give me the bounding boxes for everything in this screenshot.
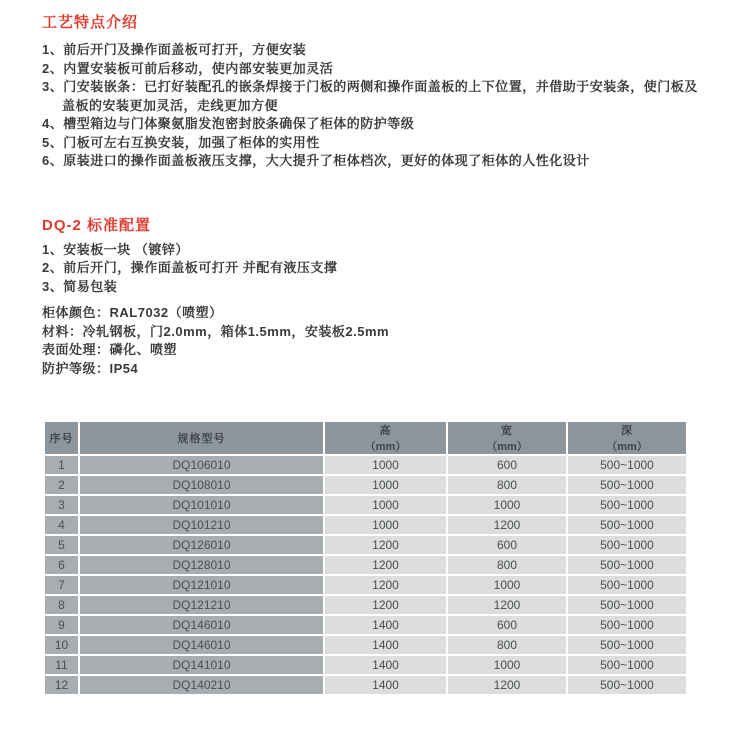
cell-height: 1200 [325,556,446,574]
table-row [45,496,686,514]
cell-no: 8 [45,596,78,614]
cell-height: 1000 [325,456,446,474]
cell-model: DQ146010 [80,636,323,654]
cell-depth: 500~1000 [568,556,686,574]
cell-depth: 500~1000 [568,456,686,474]
spec-material: 材料：冷轧钢板，门2.0mm，箱体1.5mm，安装板2.5mm [42,323,390,339]
spec-surface: 表面处理：磷化、喷塑 [42,342,178,357]
table-row [45,516,686,534]
table-row [45,636,686,654]
col-header-depth-unit: （mm） [606,441,648,453]
cell-model: DQ121210 [80,596,323,614]
cell-width: 800 [448,476,566,494]
cell-no: 2 [45,476,78,494]
table-row [45,556,686,574]
cell-height: 1400 [325,656,446,674]
col-header-height-unit: （mm） [364,441,407,453]
table-row [45,576,686,594]
cell-no: 5 [45,536,78,554]
cell-width: 800 [448,636,566,654]
cell-model: DQ108010 [80,476,323,494]
cell-no: 1 [45,456,78,474]
col-header-width [448,422,566,454]
cell-model: DQ101210 [80,516,323,534]
section-title-standard-config: DQ-2 标准配置 [42,216,152,234]
cell-model: DQ128010 [80,556,323,574]
cell-width: 1200 [448,516,566,534]
cell-width: 600 [448,456,566,474]
cell-height: 1400 [325,636,446,654]
cell-depth: 500~1000 [568,496,686,514]
cell-depth: 500~1000 [568,596,686,614]
cell-depth: 500~1000 [568,536,686,554]
cell-no: 4 [45,516,78,534]
spec-color: 柜体颜色：RAL7032（喷塑） [42,305,223,320]
feature-item: 6、原装进口的操作面盖板液压支撑，大大提升了柜体档次，更好的体现了柜体的人性化设计 [42,153,590,168]
cell-model: DQ141010 [80,656,323,674]
header-row [45,422,686,454]
col-header-no: 序号 [45,422,78,454]
cell-height: 1400 [325,676,446,694]
section-title-process-features: 工艺特点介绍 [42,14,139,31]
cell-height: 1000 [325,496,446,514]
cell-width: 1000 [448,576,566,594]
col-header-depth-label: 深 [621,425,633,437]
table-row [45,536,686,554]
cell-depth: 500~1000 [568,576,686,594]
table-row [45,656,686,674]
table-row [45,676,686,694]
cell-model: DQ140210 [80,676,323,694]
cell-width: 600 [448,536,566,554]
table-header [45,422,686,454]
standard-config-list [42,241,702,297]
cell-height: 1200 [325,536,446,554]
model-spec-table [43,420,688,696]
cell-no: 9 [45,616,78,634]
cell-no: 12 [45,676,78,694]
table-row [45,616,686,634]
feature-item: 2、内置安装板可前后移动，使内部安装更加灵活 [42,60,334,76]
cell-no: 3 [45,496,78,514]
cell-model: DQ126010 [80,536,323,554]
cell-no: 10 [45,636,78,654]
cell-width: 1200 [448,676,566,694]
process-feature-list [42,41,702,171]
cell-depth: 500~1000 [568,476,686,494]
cell-no: 11 [45,656,78,674]
col-header-width-unit: （mm） [486,441,528,453]
feature-item: 1、前后开门及操作面盖板可打开，方便安装 [42,42,307,57]
cell-height: 1400 [325,616,446,634]
feature-item: 5、门板可左右互换安装，加强了柜体的实用性 [42,134,320,150]
cell-width: 1000 [448,656,566,674]
col-header-width-label: 宽 [501,425,513,437]
table-body [45,456,686,694]
cell-height: 1200 [325,576,446,594]
col-header-height [325,422,446,454]
cell-width: 1200 [448,596,566,614]
cell-height: 1200 [325,596,446,614]
cell-width: 800 [448,556,566,574]
cell-model: DQ106010 [80,456,323,474]
cell-model: DQ146010 [80,616,323,634]
feature-item: 3、门安装嵌条：已打好装配孔的嵌条焊接于门板的两侧和操作面盖板的上下位置，并借助于安装条，使门板及盖板的安装更加灵活，走线更加方便 [42,79,698,113]
cell-depth: 500~1000 [568,636,686,654]
config-item: 3、简易包装 [42,278,118,294]
cell-model: DQ121010 [80,576,323,594]
cell-height: 1000 [325,516,446,534]
col-header-depth [568,422,686,454]
cell-model: DQ101010 [80,496,323,514]
cell-no: 7 [45,576,78,594]
cell-depth: 500~1000 [568,676,686,694]
cell-depth: 500~1000 [568,656,686,674]
cell-width: 1000 [448,496,566,514]
table-row [45,476,686,494]
spec-protection: 防护等级：IP54 [42,360,139,376]
table-row [45,456,686,474]
config-item: 2、前后开门，操作面盖板可打开 并配有液压支撑 [42,260,338,275]
table-row [45,596,686,614]
col-header-model: 规格型号 [80,422,323,454]
feature-item: 4、槽型箱边与门体聚氨脂发泡密封胶条确保了柜体的防护等级 [42,116,415,131]
cell-height: 1000 [325,476,446,494]
cell-width: 600 [448,616,566,634]
config-item: 1、安装板一块 （镀锌） [42,241,189,257]
cell-depth: 500~1000 [568,616,686,634]
cell-no: 6 [45,556,78,574]
cell-depth: 500~1000 [568,516,686,534]
col-header-height-label: 高 [379,425,392,437]
spec-summary [42,304,702,378]
